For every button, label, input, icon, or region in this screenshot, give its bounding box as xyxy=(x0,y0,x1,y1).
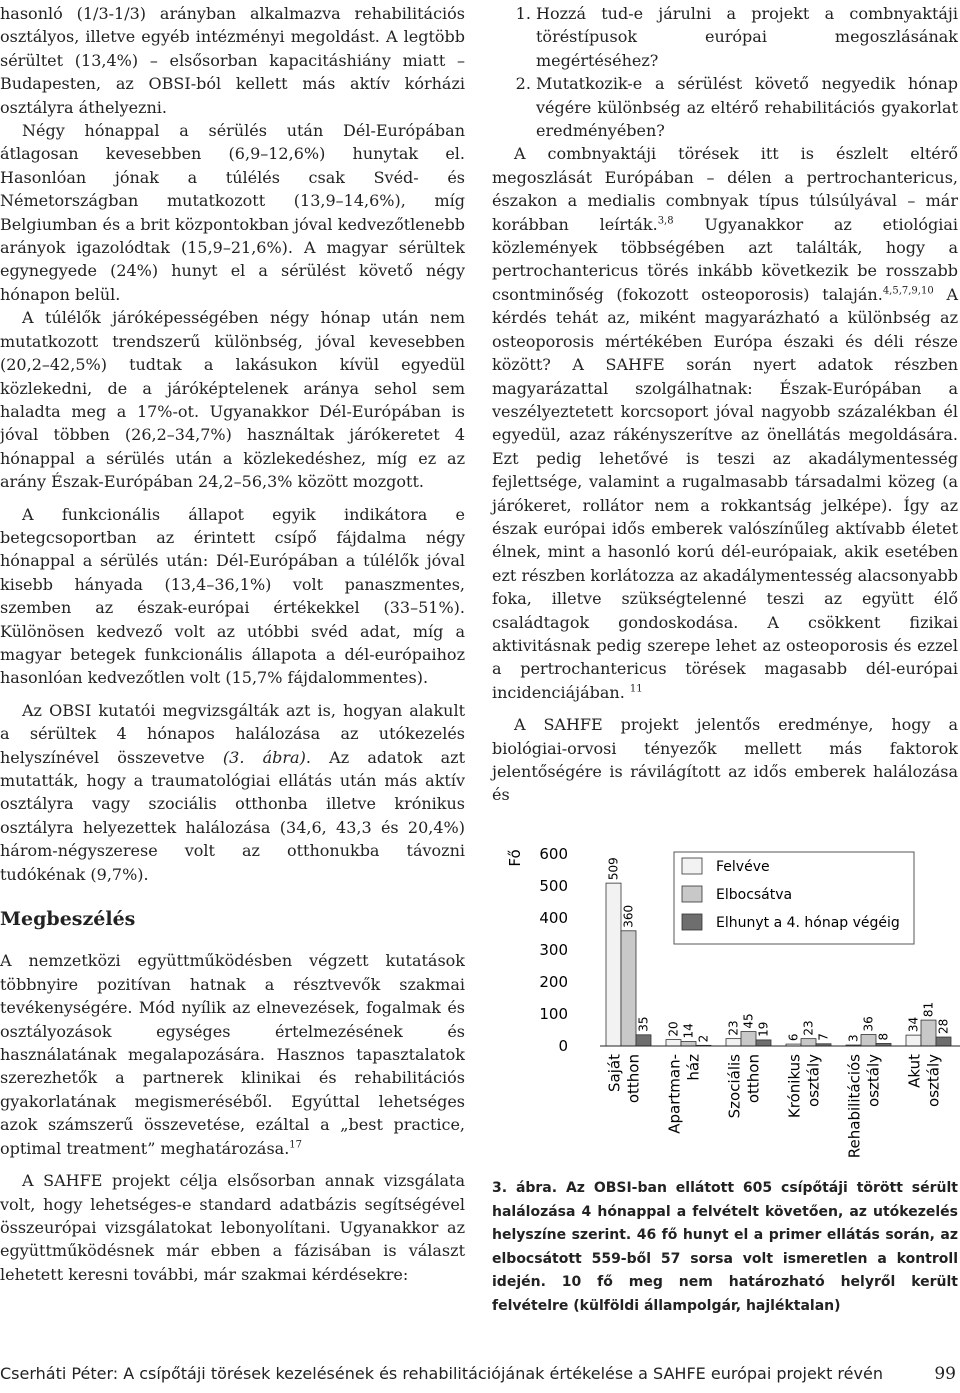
chart-legend xyxy=(674,852,914,944)
paragraph: Négy hónappal a sérülés után Dél-Európában átlagosan kevesebben (6,9–12,6%) hunytak el. Hasonlóan jónak a túlélés csak Svéd- és Németországban mutatkozott (13,9–14,6%), míg Belgiumban és a brit központokban jóval kedvezőtlenebb arányok igazolódtak (15,9–21,6%). A magyar sérültek egynegyede (24%) hunyt el a sérülést követő négy hónapon belül. xyxy=(0,121,465,304)
legend-swatch xyxy=(682,886,702,902)
bar-value-label: 509 xyxy=(606,857,621,881)
x-tick-label: Rehabilitációsosztály xyxy=(845,1054,883,1159)
bar xyxy=(801,1039,816,1046)
paragraph: A SAHFE projekt célja elsősorban annak vizsgálata volt, hogy lehetséges-e standard adatbázis segítségével összeurópai vizsgálatokat lebonyolítani. Ugyanakkor az együttműködésnek már ebben a fázisában is választ lehetett keresni további, már szakmai kérdésekre: xyxy=(0,1171,465,1284)
list-item: 1. Hozzá tud-e járulni a projekt a combnyaktáji töréstípusok európai megoszlásának megértéséhez? xyxy=(536,2,958,72)
bar-value-label: 14 xyxy=(681,1023,696,1039)
bar xyxy=(621,931,636,1046)
bar xyxy=(861,1034,876,1046)
bar-value-label: 19 xyxy=(756,1021,771,1037)
bar-value-label: 7 xyxy=(816,1033,831,1041)
bar xyxy=(681,1042,696,1046)
y-tick-label: 0 xyxy=(558,1037,568,1055)
paragraph: A SAHFE projekt jelentős eredménye, hogy a biológiai-orvosi tényezők mellett más faktorok jelentőségére is rávilágított az idős emberek halálozása és xyxy=(492,715,958,805)
bar-value-label: 35 xyxy=(636,1016,651,1032)
text-run: . Az adatok azt mutatták, hogy a traumatológiai ellátás után más aktív osztályra vagy szociális otthonba illetve krónikus osztályra helyezettek halálozása (34,6, 43,3 és 20,4%) három-négyszerese volt az otthonukba távozni tudókénak (9,7%). xyxy=(0,747,466,884)
text-run: A combnyaktáji törések itt is észlelt eltérő megoszlását Európában – délen a pertrochantericus, északon a medialis combnyak típus túlsúlyával – már korábban leírták. xyxy=(492,144,958,234)
bar-value-label: 81 xyxy=(921,1001,936,1018)
x-axis-labels xyxy=(606,1054,943,1158)
bar xyxy=(906,1035,921,1046)
legend-label: Elhunyt a 4. hónap végéig xyxy=(716,915,900,931)
bar-value-label: 20 xyxy=(666,1021,681,1037)
y-tick-label: 300 xyxy=(539,941,568,959)
bar-value-label: 23 xyxy=(726,1020,741,1036)
citation: 4,5,7,9,10 xyxy=(882,285,934,297)
paragraph xyxy=(0,949,465,1160)
y-tick-label: 500 xyxy=(539,877,568,895)
bar-value-label: 45 xyxy=(741,1013,756,1029)
citation: 17 xyxy=(289,1139,303,1151)
chart-canvas xyxy=(492,830,960,1166)
question-list xyxy=(492,2,958,142)
y-tick-label: 100 xyxy=(539,1005,568,1023)
footer-title: Cserháti Péter: A csípőtáji törések kezelésének és rehabilitációjának értékelése a SAHFE európai projekt révén xyxy=(0,1364,883,1383)
figure-caption: 3. ábra. Az OBSI-ban ellátott 605 csípőtáji törött sérült halálozása 4 hónappal a felvételt követően, az utókezelés helyszíne szerint. 46 fő hunyt el a primer ellátás során, az elbocsátott 559-ből 57 sorsa volt ismeretlen a kontroll idején. 10 fő meg nem határozható helyről került felvételre (külföldi állampolgár, hajléktalan) xyxy=(492,1180,958,1314)
bar-chart xyxy=(492,830,960,1166)
bar-value-label: 23 xyxy=(801,1020,816,1036)
list-item: 2. Mutatkozik-e a sérülést követő negyedik hónap végére különbség az eltérő rehabilitációs gyakorlat eredményében? xyxy=(536,72,958,142)
legend-swatch xyxy=(682,914,702,930)
bar xyxy=(936,1037,951,1046)
paragraph: A funkcionális állapot egyik indikátora e betegcsoportban az érintett csípő fájdalma négy hónappal a sérülés után: Dél-Európában a túlélők jóval kisebb hányada (13,4–36,1%) volt panaszmentes, szemben az észak-európai értékekkel (33–51%). Különösen kedvező volt az utóbbi svéd adat, míg a magyar betegek funkcionális állapota a dél-európaihoz hasonlóan kedvezőtlen volt (15,7% fájdalommentes). xyxy=(0,504,465,688)
bar xyxy=(921,1020,936,1046)
text-run: A nemzetközi együttműködésben végzett kutatások többnyire pozitívan hatnak a résztvevők szakmai tevékenységére. Mód nyílik az elnevezések, fogalmak és osztályozások egységes értelmezésének és használatának megalapozására. Hasznos tapasztalatok szerezhetők a partnerek klinikai és rehabilitációs gyakorlatának megismeréséből. Egyúttal lehetséges azok számszerű összevetése, ezáltal a „best practice, optimal treatment” meghatározása. xyxy=(0,951,465,1158)
paragraph: hasonló (1/3-1/3) arányban alkalmazva rehabilitációs osztályos, illetve egyéb intézményi megoldást. A legtöbb sérültet (13,4%) – elsősorban kapacitáshiány miatt – Budapesten, az OBSI-ból kellett más aktív kórházi osztályra áthelyezni. xyxy=(0,4,465,117)
x-tick-label: Akutosztály xyxy=(905,1054,943,1107)
x-tick-label: Szociálisotthon xyxy=(725,1054,763,1119)
citation: 11 xyxy=(629,683,643,695)
bar xyxy=(741,1032,756,1046)
paragraph: A túlélők járóképességében négy hónap után nem mutatkozott trendszerű különbség, jóval kevesebben (20,2–42,5%) tudtak a lakásukon kívül egyedül közlekedni, de a járóképtelenek aránya sehol sem haladta meg a 17%-ot. Ugyanakkor Dél-Európában is jóval többen (26,2–34,7%) használtak járókeretet 4 hónappal a sérülés után a közlekedéshez, míg ez az arány Észak-Európában 24,2–56,3% között mozgott. xyxy=(0,308,465,492)
bar xyxy=(666,1040,681,1046)
y-tick-label: 200 xyxy=(539,973,568,991)
text-run: A kérdés tehát az, miként magyarázható a különbség az osteoporosis mértékében Európa északi és déli része között? A SAHFE során nyert adatok részben magyarázattal szolgálhatnak: Észak-Európában a veszélyeztetett korcsoport jóval nagyobb százalékban él egyedül, azaz rákényszerítve az önellátás megoldására. Ezt pedig lehetővé is teszi az akadálymentesség fejlettsége, valamint a rugalmasabb társadalmi közeg (a járókeret, rollátor nem a rokkantság jelképe). Így az észak európai idős emberek valószínűleg aktívabb életet élnek, mint a hasonló korú dél-európaiak, akik esetében ezt részben korlátozza az akadálymentesség alacsonyabb foka, illetve szükségtelenné teszi az együtt élő családtagok gondoskodása. A csökkent fizikai aktivitásnak pedig szerepe lehet az osteoporosis és ezzel a pertrochantericus törések magasabb dél-európai incidenciájában. xyxy=(492,284,959,702)
y-axis-label: Fő xyxy=(506,849,524,867)
section-heading: Megbeszélés xyxy=(0,908,136,931)
y-tick-label: 400 xyxy=(539,909,568,927)
bar xyxy=(756,1040,771,1046)
text-run: Ugyanakkor az etiológiai közlemények többségében azt találták, hogy a pertrochantericus törés inkább következik be rosszabb csontminőség (fokozott osteoporosis) talaján. xyxy=(492,214,958,304)
bar xyxy=(636,1035,651,1046)
x-tick-label: Apartman-ház xyxy=(665,1054,703,1134)
bar-value-label: 28 xyxy=(936,1018,951,1035)
x-tick-label: Sajátotthon xyxy=(605,1054,643,1104)
bar-value-label: 6 xyxy=(786,1033,801,1042)
legend-swatch xyxy=(682,858,702,874)
paragraph xyxy=(492,142,958,704)
right-column xyxy=(492,2,958,807)
bar xyxy=(606,883,621,1046)
y-axis-ticks xyxy=(539,845,568,1055)
y-tick-label: 600 xyxy=(539,845,568,863)
left-column xyxy=(0,2,465,1286)
bar xyxy=(726,1039,741,1046)
legend-label: Elbocsátva xyxy=(716,887,793,903)
bar-value-label: 34 xyxy=(906,1016,921,1033)
x-tick-label: Krónikusosztály xyxy=(785,1054,823,1119)
bar-value-label: 36 xyxy=(861,1016,876,1032)
bar-value-label: 8 xyxy=(876,1032,891,1041)
page-number: 99 xyxy=(934,1364,956,1384)
bar-value-label: 360 xyxy=(621,904,636,928)
figure-reference: (3. ábra) xyxy=(222,747,306,767)
citation: 3,8 xyxy=(657,215,674,227)
paragraph xyxy=(0,699,465,886)
bar-value-label: 2 xyxy=(696,1034,711,1043)
bar-value-label: 3 xyxy=(846,1034,861,1043)
legend-label: Felvéve xyxy=(716,859,770,875)
text-run: Az OBSI kutatói megvizsgálták azt is, hogyan alakult a sérültek 4 hónapos halálozása az utókezelés helyszínével összevetve xyxy=(0,700,465,767)
